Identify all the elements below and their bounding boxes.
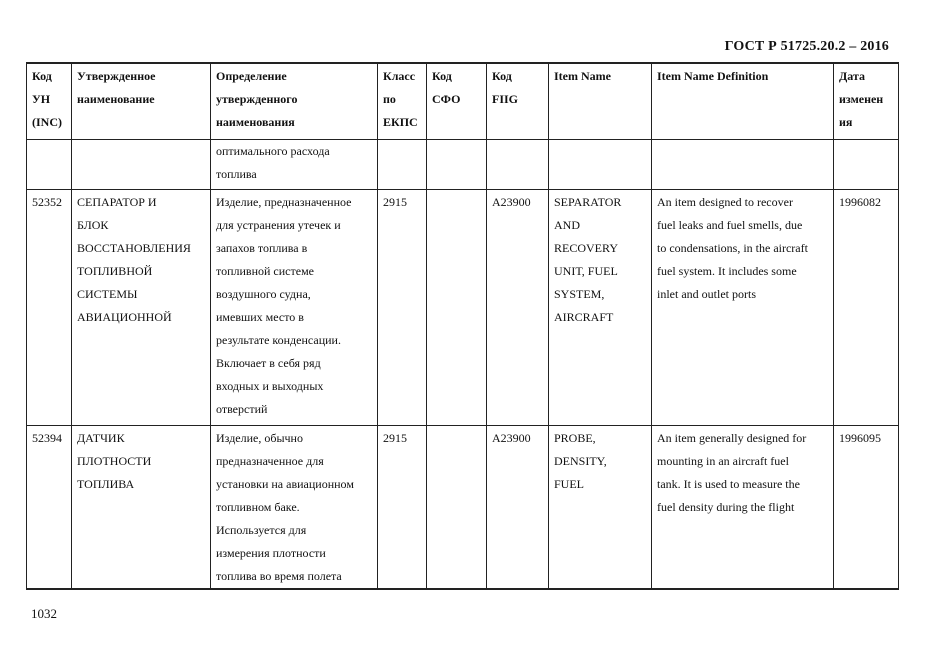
cell-item-name-definition: An item generally designed for mounting in an aircraft fuel tank. It is used to measure the fuel density during the flight — [652, 426, 834, 590]
cell-approved-name — [72, 140, 211, 190]
table-row — [27, 140, 899, 190]
cell-ekps-class: 2915 — [378, 426, 427, 590]
cell-approved-name: СЕПАРАТОР И БЛОК ВОССТАНОВЛЕНИЯ ТОПЛИВНОЙ СИСТЕМЫ АВИАЦИОННОЙ — [72, 190, 211, 426]
table-row — [27, 426, 899, 590]
cell-item-name-definition — [652, 140, 834, 190]
cell-item-name-definition: An item designed to recover fuel leaks and fuel smells, due to condensations, in the aircraft fuel system. It includes some inlet and outlet ports — [652, 190, 834, 426]
header-ekps-class: Класс по ЕКПС — [378, 63, 427, 140]
cell-name-definition: оптимального расхода топлива — [211, 140, 378, 190]
cell-item-name — [549, 140, 652, 190]
cell-fiig-code: A23900 — [487, 190, 549, 426]
header-approved-name: Утвержденное наименование — [72, 63, 211, 140]
cell-inc-code: 52394 — [27, 426, 72, 590]
cell-sfo-code — [427, 190, 487, 426]
page-number: 1032 — [31, 606, 57, 621]
header-change-date: Дата изменен ия — [834, 63, 899, 140]
cell-inc-code: 52352 — [27, 190, 72, 426]
cell-sfo-code — [427, 426, 487, 590]
cell-item-name: SEPARATOR AND RECOVERY UNIT, FUEL SYSTEM, AIRCRAFT — [549, 190, 652, 426]
cell-change-date — [834, 140, 899, 190]
cell-name-definition: Изделие, обычно предназначенное для установки на авиационном топливном баке. Используется для измерения плотности топлива во время полета — [211, 426, 378, 590]
cell-name-definition: Изделие, предназначенное для устранения утечек и запахов топлива в топливной системе воздушного судна, имевших место в результате конденсации. Включает в себя ряд входных и выходных отверстий — [211, 190, 378, 426]
standard-title: ГОСТ Р 51725.20.2 – 2016 — [724, 39, 889, 54]
table-row — [27, 190, 899, 426]
header-name-definition: Определение утвержденного наименования — [211, 63, 378, 140]
header-item-name: Item Name — [549, 63, 652, 140]
cell-sfo-code — [427, 140, 487, 190]
cell-ekps-class: 2915 — [378, 190, 427, 426]
cell-fiig-code — [487, 140, 549, 190]
table-header-row — [27, 63, 899, 140]
cell-item-name: PROBE, DENSITY, FUEL — [549, 426, 652, 590]
cell-change-date: 1996095 — [834, 426, 899, 590]
header-sfo-code: Код СФО — [427, 63, 487, 140]
cell-change-date: 1996082 — [834, 190, 899, 426]
cell-fiig-code: A23900 — [487, 426, 549, 590]
cell-ekps-class — [378, 140, 427, 190]
cell-inc-code — [27, 140, 72, 190]
header-fiig-code: Код FIIG — [487, 63, 549, 140]
item-name-table — [26, 62, 899, 590]
header-inc-code: Код УН (INC) — [27, 63, 72, 140]
header-item-name-definition: Item Name Definition — [652, 63, 834, 140]
cell-approved-name: ДАТЧИК ПЛОТНОСТИ ТОПЛИВА — [72, 426, 211, 590]
